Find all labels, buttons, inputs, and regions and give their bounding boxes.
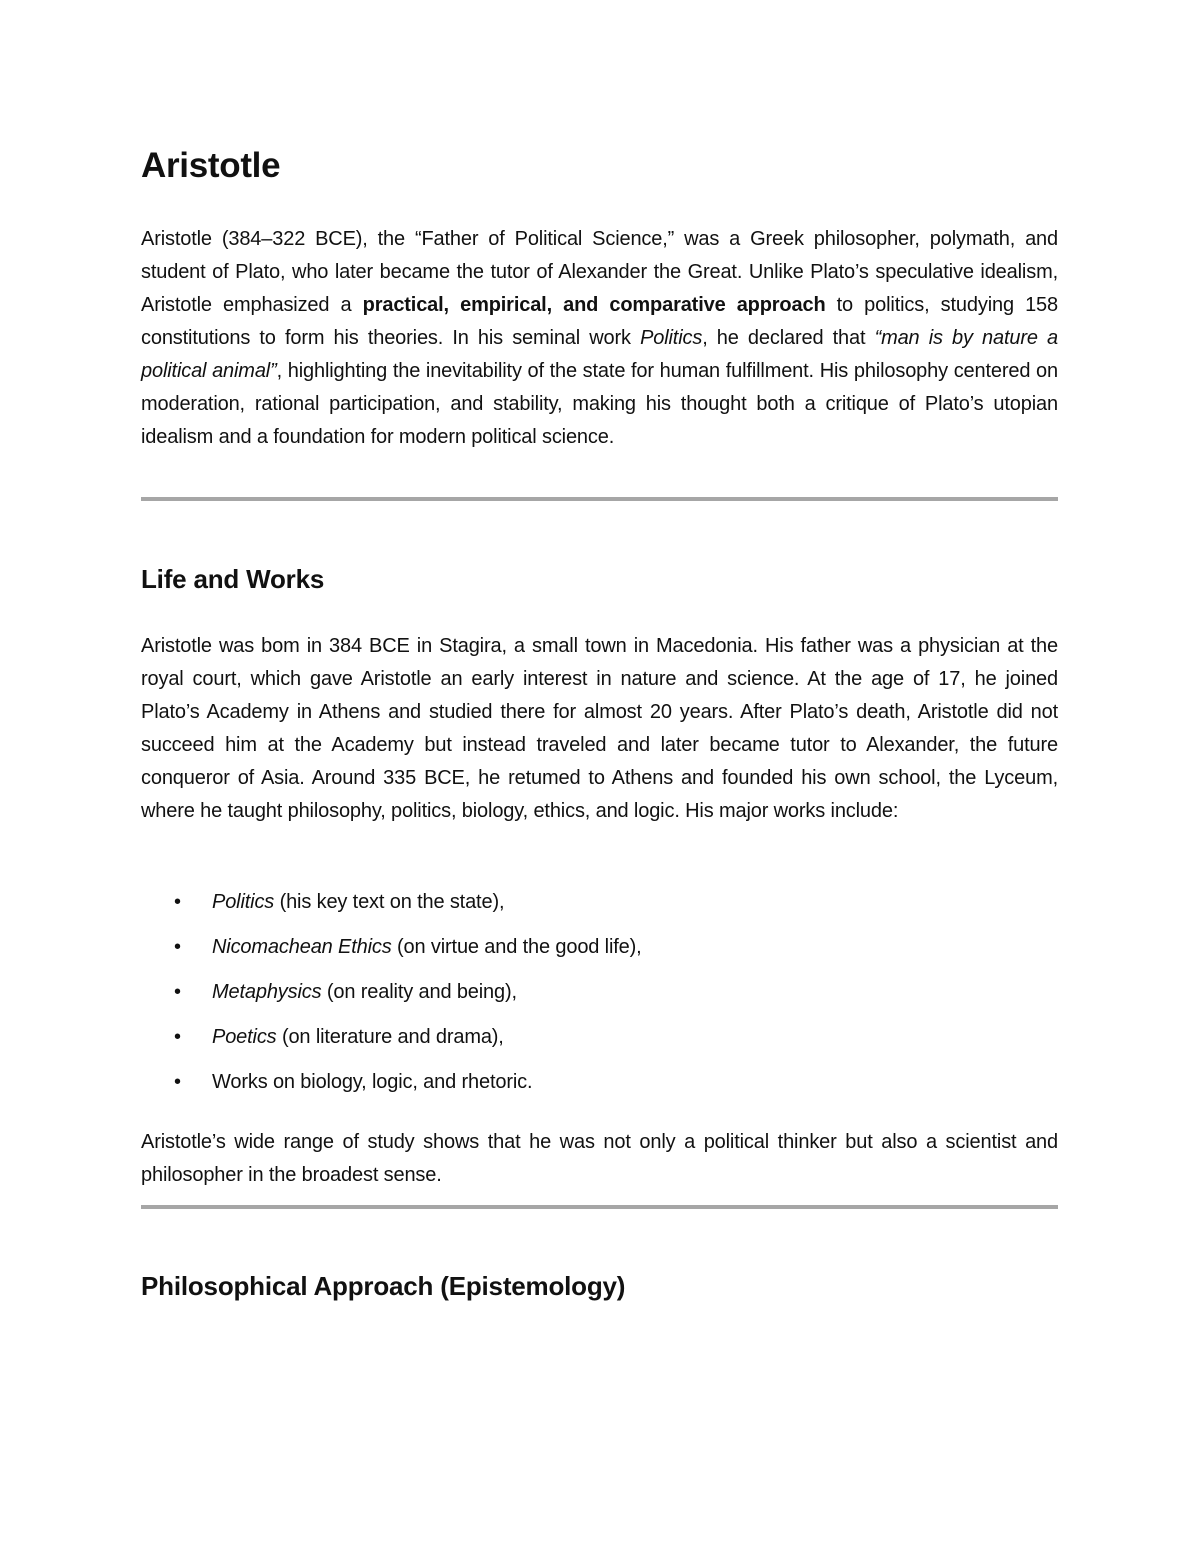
work-title: Poetics (212, 1026, 277, 1048)
bullet-icon: • (174, 1026, 181, 1048)
life-paragraph: Aristotle was bom in 384 BCE in Stagira, a small town in Macedonia. His father was a physician at the royal court, which gave Aristotle an early interest in nature and science. At the age of 17, he joined Plato’s Academy in Athens and studied there for almost 20 years. After Plato’s death, Aristotle did not succeed him at the Academy but instead traveled and later became tutor to Alexander, the future conqueror of Asia. Around 335 BCE, he retumed to Athens and founded his own school, the Lyceum, where he taught philosophy, politics, biology, ethics, and logic. His major works include: (141, 635, 1058, 822)
work-desc: (on virtue and the good life), (391, 936, 642, 958)
list-item (141, 886, 1058, 931)
list-item-text (212, 886, 504, 919)
work-title: Politics (212, 891, 275, 913)
work-desc: (on reality and being), (321, 981, 517, 1003)
bullet-icon: • (174, 891, 181, 913)
list-item (141, 1021, 1058, 1066)
list-item-text (212, 1066, 532, 1099)
section-heading-life-and-works: Life and Works (141, 564, 325, 594)
intro-quote: “man is by nature a political animal” (141, 327, 1058, 382)
work-title: Metaphysics (212, 981, 322, 1003)
intro-bold-phrase: practical, empirical, and comparative approach (362, 294, 826, 316)
section-divider-2 (141, 1205, 1058, 1209)
section-heading-philosophical-approach: Philosophical Approach (Epistemology) (141, 1271, 626, 1301)
intro-italic-title: Politics (640, 327, 703, 349)
intro-paragraph (141, 223, 1058, 454)
work-desc: Works on biology, logic, and rhetoric. (212, 1071, 533, 1093)
work-title: Nicomachean Ethics (212, 936, 392, 958)
list-item-text (212, 976, 517, 1009)
intro-text-3: , he declared that (702, 327, 875, 349)
bullet-icon: • (174, 981, 181, 1003)
page-title: Aristotle (141, 146, 281, 185)
list-item-text (212, 931, 642, 964)
intro-text-2: to politics, studying 158 constitutions to form his theories. In his seminal work (141, 294, 1059, 349)
bullet-icon: • (174, 936, 181, 958)
work-desc: (on literature and drama), (276, 1026, 504, 1048)
list-item (141, 1066, 1058, 1111)
list-item (141, 931, 1058, 976)
closing-paragraph: Aristotle’s wide range of study shows that he was not only a political thinker but also a scientist and philosopher in the broadest sense. (141, 1131, 1058, 1186)
bullet-icon: • (174, 1071, 181, 1093)
work-desc: (his key text on the state), (274, 891, 505, 913)
intro-text-1: Aristotle (384–322 BCE), the “Father of Political Science,” was a Greek philosopher, polymath, and student of Plato, who later became the tutor of Alexander the Great. Unlike Plato’s speculative idealism, Aristotle emphasized a (141, 228, 1058, 316)
section-divider-1 (141, 497, 1058, 501)
intro-text-4: , highlighting the inevitability of the state for human fulfillment. His philosophy centered on moderation, rational participation, and stability, making his thought both a critique of Plato’s utopian idealism and a foundation for modern political science. (141, 360, 1058, 448)
works-list (141, 886, 1058, 1111)
list-item-text (212, 1021, 504, 1054)
list-item (141, 976, 1058, 1021)
